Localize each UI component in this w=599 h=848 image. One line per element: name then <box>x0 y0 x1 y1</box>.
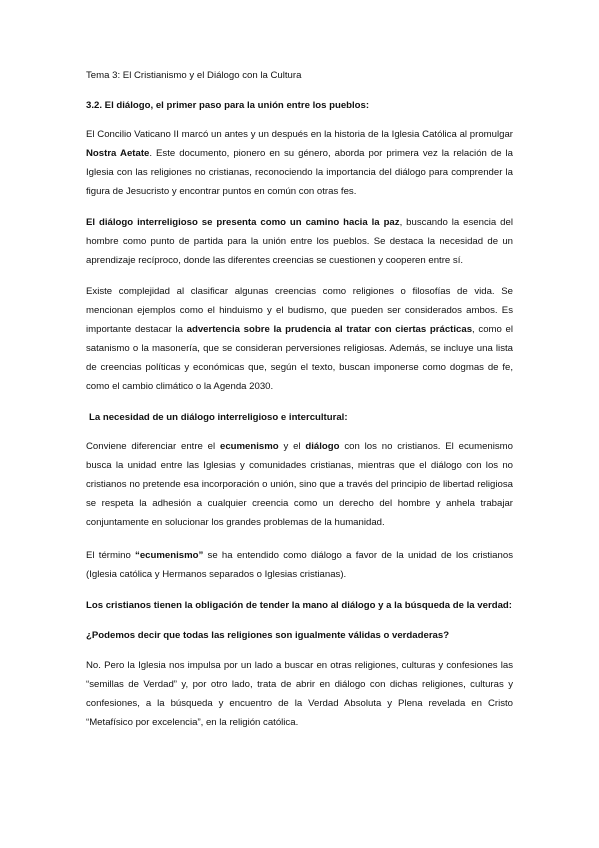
heading-pregunta-religiones: ¿Podemos decir que todas las religiones son igualmente válidas o verdaderas? <box>86 630 450 641</box>
heading-obligacion-cristianos: Los cristianos tienen la obligación de tender la mano al diálogo y a la búsqueda de la verdad: <box>86 600 512 611</box>
page-header: Tema 3: El Cristianismo y el Diálogo con la Cultura <box>86 70 302 81</box>
heading-necesidad-dialogo: La necesidad de un diálogo interreligioso e intercultural: <box>89 412 348 423</box>
paragraph-complejidad <box>86 282 513 396</box>
p3-text-c: , como el satanismo o la masonería, que se consideran perversiones religiosas. Además, se incluye una lista de creencias políticas y económicas que, según el texto, buscan imponerse como dogmas de fe, como el cambio climático o la Agenda 2030. <box>86 324 513 392</box>
p1-bold-nostra-aetate: Nostra Aetate <box>86 148 150 159</box>
p2-bold-text: El diálogo interreligioso se presenta como un camino hacia la paz <box>86 217 400 228</box>
p5-text-a: El término <box>86 550 136 561</box>
paragraph-nostra-aetate <box>86 125 513 201</box>
paragraph-termino-ecumenismo <box>86 546 513 584</box>
p2-text-b: , buscando la esencia del hombre como punto de partida para la unión entre los pueblos. Se destaca la necesidad de un aprendizaje recíproco, donde las diferentes creencias se cuestionen y cooperen entre sí. <box>86 217 513 266</box>
p3-text-a: Existe complejidad al clasificar algunas creencias como religiones o filosofías de vida. Se mencionan ejemplos como el hinduismo y el budismo, que pueden ser considerados ambos. Es importante destacar la <box>86 286 513 335</box>
p4-text-a: Conviene diferenciar entre el <box>86 441 220 452</box>
paragraph-dialogo-interreligioso <box>86 213 513 270</box>
p5-bold-ecumenismo: “ecumenismo” <box>135 550 204 561</box>
p4-bold-ecumenismo: ecumenismo <box>219 441 279 452</box>
section-title: 3.2. El diálogo, el primer paso para la unión entre los pueblos: <box>86 100 370 111</box>
paragraph-ecumenismo-dialogo <box>86 437 513 532</box>
p4-text-c: y el <box>278 441 306 452</box>
p5-text-c: se ha entendido como diálogo a favor de la unidad de los cristianos (Iglesia católica y Hermanos separados o Iglesias cristianas). <box>86 550 513 580</box>
p1-text-a: El Concilio Vaticano II marcó un antes y un después en la historia de la Iglesia Católica al promulgar <box>86 129 513 140</box>
p1-text-c: . Este documento, pionero en su género, aborda por primera vez la relación de la Iglesia con las religiones no cristianas, reconociendo la importancia del diálogo para comprender la figura de Jesucristo y encontrar puntos en común con otras fes. <box>86 148 513 197</box>
p3-bold-advertencia: advertencia sobre la prudencia al tratar con ciertas prácticas <box>186 324 473 335</box>
p4-text-e: con los no cristianos. El ecumenismo busca la unidad entre las Iglesias y comunidades cristianas, mientras que el diálogo con los no cristianos no pretende esa incorporación o unión, sino que a través del principio de libertad religiosa se respeta la adhesión a cualquier creencia como un derecho del hombre y anhela trabajar conjuntamente en solucionar los grandes problemas de la humanidad. <box>86 441 514 528</box>
p4-bold-dialogo: diálogo <box>305 441 340 452</box>
paragraph-respuesta: No. Pero la Iglesia nos impulsa por un lado a buscar en otras religiones, culturas y confesiones las “semillas de Verdad” y, por otro lado, trata de abrir en diálogo con dichas religiones, culturas y confesiones, a la búsqueda y encuentro de la Verdad Absoluta y Plena revelada en Cristo “Metafísico por excelencia”, en la religión católica. <box>86 660 513 728</box>
